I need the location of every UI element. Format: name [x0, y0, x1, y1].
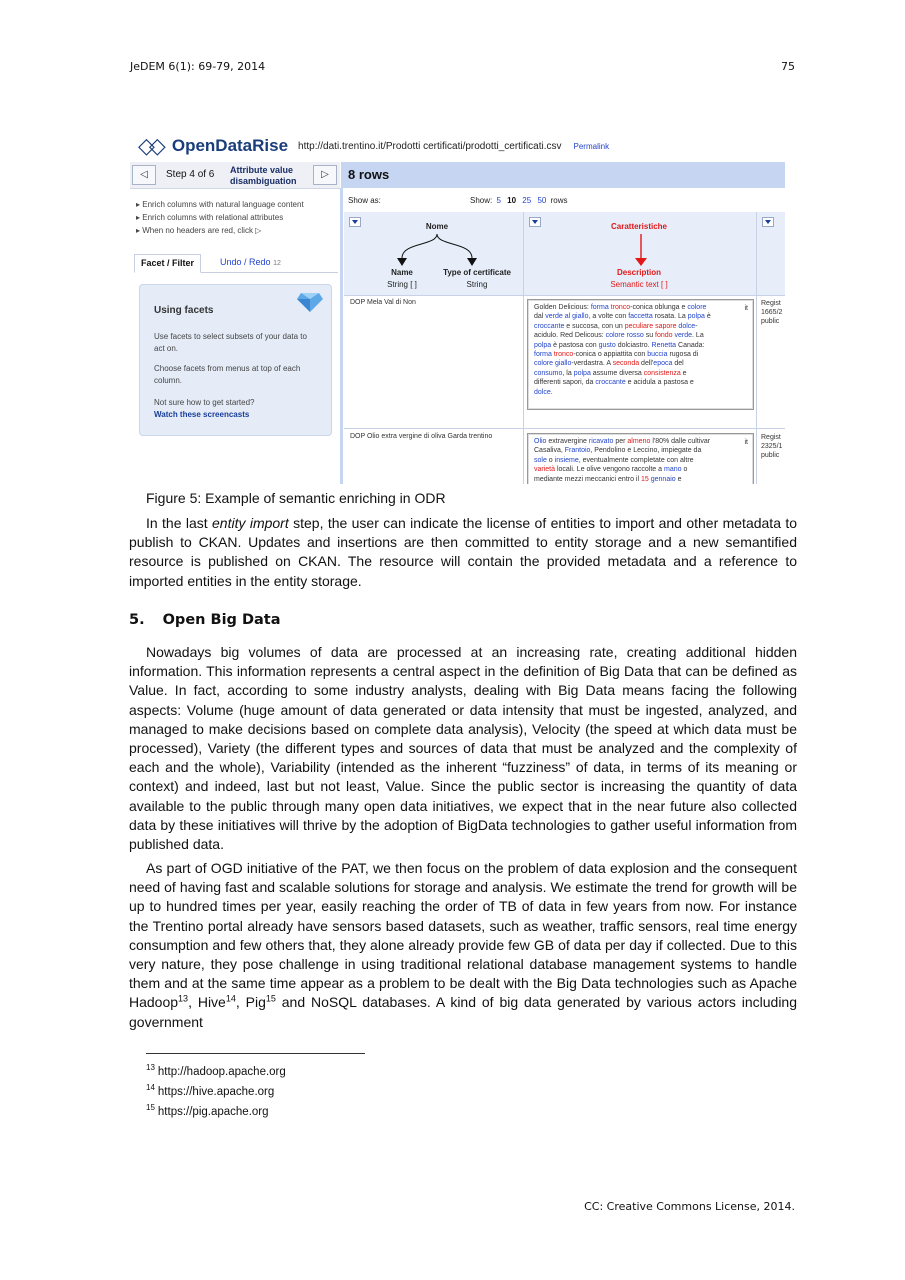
description-fragment: extravergine	[546, 438, 589, 445]
tab-undo-redo[interactable]	[214, 254, 287, 271]
semantic-term[interactable]: polpa	[534, 341, 552, 349]
semantic-term[interactable]: al giallo	[564, 313, 589, 321]
column-separator	[756, 295, 757, 484]
semantic-term[interactable]: gennaio	[650, 475, 676, 483]
semantic-term[interactable]: tronco	[610, 304, 631, 311]
subcolumn-description-type: Semantic text [ ]	[610, 280, 668, 289]
cell-extra	[761, 299, 782, 326]
step-indicator: Step 4 of 6	[166, 169, 215, 180]
prev-step-button[interactable]: ◁	[132, 165, 156, 185]
description-textbox[interactable]	[527, 433, 754, 484]
undo-count: 12	[273, 260, 281, 267]
cell-extra-line: public	[761, 452, 780, 459]
footnote-url[interactable]: http://hadoop.apache.org	[157, 1066, 286, 1078]
description-fragment: dal	[534, 313, 546, 321]
column-header-nome	[344, 212, 524, 295]
semantic-term[interactable]: fondo	[655, 332, 673, 340]
description-fragment: -	[695, 322, 698, 330]
cell-extra-line: Regist	[761, 434, 781, 441]
app-name: OpenDataRise	[171, 136, 289, 155]
facets-help-2: Choose facets from menus at top of each column.	[154, 364, 301, 385]
description-line	[534, 350, 747, 359]
footnote	[146, 1063, 286, 1078]
step-title-line-1: Attribute value	[230, 165, 294, 175]
cell-name: DOP Olio extra vergine di oliva Garda trentino	[350, 433, 493, 440]
description-line	[534, 437, 747, 446]
section-heading	[129, 612, 281, 628]
description-fragment: , Pendolino e Leccino, impiegate da	[590, 447, 702, 455]
footnote-ref[interactable]: 13	[178, 993, 189, 1004]
column-header-caratteristiche	[524, 212, 757, 295]
left-panel-tabs	[134, 254, 338, 273]
description-fragment: -conica o appiattita con	[573, 351, 648, 359]
paragraph-text: As part of OGD initiative of the PAT, we then focus on the problem of data explosion and the consequent need of having fast and scalable solutions for storage and analysis. We estimate the trend for growth will be up to hundred times per year, easily reaching the order of TB of data in few years from now. For instance the Trentino portal already have sensors based datasets, such as weather, traffic sensors, real time energy consumption and few others that, they alone already provide few GB of data per day if collected. Due to this very nature, they pose challenge in using traditional relational database management systems to handle them and at the same time appear as a problem to be dealt with the Big Data technologies such as Apache Hadoop	[129, 860, 797, 1011]
description-fragment: o	[546, 456, 555, 464]
step-title	[230, 165, 297, 187]
subcolumn-name-type: String [ ]	[387, 280, 417, 289]
facets-help-1: Use facets to select subsets of your data to act on.	[154, 332, 307, 353]
description-fragment: .	[550, 388, 553, 396]
section-number: 5.	[129, 612, 145, 628]
show-option-10[interactable]: 10	[507, 196, 517, 205]
description-fragment: e succosa, con un	[564, 322, 625, 330]
semantic-term[interactable]: dolce	[534, 388, 551, 396]
description-fragment: Canada:	[676, 341, 705, 349]
screencasts-link[interactable]: Watch these screencasts	[154, 410, 250, 419]
tab-facet-filter[interactable]: Facet / Filter	[134, 254, 201, 273]
description-fragment: è pastosa con	[551, 341, 599, 349]
semantic-term[interactable]: faccetta	[628, 313, 653, 321]
semantic-term[interactable]: Frantoio	[564, 447, 591, 455]
show-option-50[interactable]: 50	[537, 196, 547, 205]
column-header-next	[757, 212, 785, 295]
show-option-5[interactable]: 5	[496, 196, 501, 205]
footnote-rule	[146, 1053, 365, 1054]
semantic-term[interactable]: sole	[534, 456, 547, 464]
semantic-term[interactable]: dolce	[678, 322, 696, 330]
semantic-term[interactable]: mano	[663, 466, 682, 474]
semantic-term[interactable]: consumo	[534, 369, 563, 377]
description-fragment: su	[643, 332, 656, 340]
footnote-number: 14	[146, 1083, 155, 1093]
description-fragment: , a volte con	[588, 313, 629, 321]
semantic-term[interactable]: croccante	[534, 322, 565, 330]
rows-count: 8 rows	[348, 167, 390, 182]
section-title: Open Big Data	[162, 612, 281, 628]
semantic-term[interactable]: Olio	[534, 438, 547, 445]
description-fragment: . La	[692, 332, 704, 340]
cell-extra-line: 2325/1	[761, 443, 783, 450]
semantic-term[interactable]: tronco	[553, 351, 574, 359]
figure-screenshot	[130, 128, 785, 484]
cell-extra	[761, 433, 782, 460]
enrich-item: ▸ Enrich columns with natural language content	[136, 200, 304, 209]
next-step-button[interactable]: ▷	[313, 165, 337, 185]
column-menu-icon[interactable]	[349, 217, 361, 227]
page-number: 75	[781, 60, 795, 73]
down-arrow-icon	[634, 232, 648, 268]
language-tag: it	[744, 439, 748, 446]
description-fragment: del	[672, 360, 684, 368]
semantic-term[interactable]: varietà	[534, 466, 556, 474]
paragraph: Nowadays big volumes of data are processed at an increasing rate, creating additional hidden information. This information represents a central aspect in the definition of Big Data that can be defined as Value. In fact, according to some industry analysts, dealing with Big Data means facing the following aspects: Volume (huge amount of data generated or data intensity that must be ingested, analyzed, and managed to make decisions based on complete data analysis), Velocity (the speed at which data must be processed), Variety (the different types and sources of data that must be analyzed and the complexity of each and the whole), Variability (intended as the inherent “fuzziness” of data, in terms of its meaning or context) and indeed, last but not least, Value. Since the public sector is increasing the quantity of data available to the public through many open data initiatives, we expect that in the near future also collected data by these initiatives will thrive by the adoption of BigData technologies to gather useful information from published data.	[129, 644, 797, 853]
logo-icon: ◇◇	[138, 133, 160, 159]
paragraph-text: step, the user can indicate the license of entities to import and other metadata to publish to CKAN. Updates and insertions are then committed to entity storage and a new semantified resource is published on CKAN. The resource will contain the provided metadata and a reference to imported entities in the entity storage.	[129, 515, 798, 589]
column-name: Nome	[425, 222, 449, 231]
semantic-term[interactable]: forma	[534, 351, 552, 359]
semantic-term[interactable]: polpa	[573, 369, 591, 377]
description-line	[534, 359, 747, 368]
column-menu-icon[interactable]	[762, 217, 774, 227]
facets-help-3: Not sure how to get started?	[154, 398, 255, 407]
subcolumn-name-label: Name	[391, 268, 413, 277]
description-line	[534, 475, 747, 484]
language-tag: it	[744, 305, 748, 312]
description-fragment: è	[704, 313, 711, 321]
cell-name: DOP Mela Val di Non	[350, 299, 416, 306]
paragraph-text: , Hive	[188, 994, 226, 1011]
footnote-url[interactable]: https://hive.apache.org	[157, 1086, 275, 1098]
semantic-term[interactable]: consistenza	[643, 369, 681, 377]
cell-extra-line: 1665/2	[761, 309, 783, 316]
description-fragment: -conica oblunga e	[630, 304, 688, 311]
description-fragment: rosata. La	[652, 313, 688, 321]
step-bar	[130, 162, 340, 189]
description-text	[534, 303, 747, 397]
enrich-item: ▸ When no headers are red, click ▷	[136, 226, 262, 235]
step-title-line-2: disambiguation	[230, 176, 297, 186]
show-option-25[interactable]: 25	[522, 196, 532, 205]
semantic-term[interactable]: insieme	[554, 456, 579, 464]
description-fragment: Golden Delicious:	[534, 304, 591, 311]
description-line	[534, 341, 747, 350]
page-footer: CC: Creative Commons License, 2014.	[584, 1200, 795, 1213]
description-fragment: acidulo. Red Delicous:	[534, 332, 606, 340]
enrich-item: ▸ Enrich columns with relational attributes	[136, 213, 284, 222]
description-fragment: dell'	[639, 360, 654, 368]
column-separator	[523, 295, 524, 484]
description-line	[534, 369, 747, 378]
paragraph-text: In the last	[146, 515, 213, 531]
semantic-term[interactable]: buccia	[647, 351, 668, 359]
semantic-term[interactable]: forma	[590, 304, 609, 311]
tab-undo-redo-label: Undo / Redo	[220, 257, 271, 267]
paragraph-text: , Pig	[235, 994, 266, 1011]
diamond-icon	[297, 291, 323, 313]
semantic-term[interactable]: verde	[674, 332, 693, 340]
description-fragment: rugosa di	[667, 351, 699, 359]
semantic-term[interactable]: verde	[545, 313, 563, 321]
semantic-term[interactable]: epoca	[653, 360, 673, 368]
description-fragment: locali. Le olive vengono raccolte a	[555, 466, 664, 474]
column-menu-icon[interactable]	[529, 217, 541, 227]
description-line	[534, 312, 747, 321]
footnote-ref[interactable]: 14	[225, 993, 236, 1004]
description-fragment: e	[680, 369, 687, 377]
semantic-term[interactable]: seconda	[612, 360, 640, 368]
description-fragment: Casaliva,	[534, 447, 565, 455]
rows-per-page	[470, 196, 567, 205]
show-as-label: Show as:	[348, 196, 381, 205]
row-separator	[344, 295, 785, 296]
description-text	[534, 437, 747, 484]
semantic-term[interactable]: colore	[687, 304, 707, 311]
footnote	[146, 1103, 269, 1118]
facets-help-box	[139, 284, 332, 436]
semantic-term[interactable]: ricavato	[588, 438, 614, 445]
paragraph-emphasis: entity import	[212, 515, 289, 531]
semantic-term[interactable]: gusto	[598, 341, 616, 349]
description-fragment: dolciastro.	[615, 341, 652, 349]
description-line	[534, 331, 747, 340]
split-arrows-icon	[384, 232, 494, 272]
paragraph	[129, 514, 797, 591]
app-header	[138, 134, 609, 158]
footnote	[146, 1083, 275, 1098]
description-fragment: e acidula a pastosa e	[625, 379, 694, 387]
semantic-term[interactable]: colore	[534, 360, 554, 368]
paragraph-text: and NoSQL databases. A kind of big data generated by various actors including government	[129, 994, 798, 1030]
footnote-ref[interactable]: 15	[265, 993, 276, 1004]
row-separator	[344, 428, 785, 429]
running-header: JeDEM 6(1): 69-79, 2014	[130, 60, 266, 73]
description-fragment: , eventualmente completate con altre	[578, 456, 694, 464]
cell-extra-line: public	[761, 318, 780, 325]
description-fragment: per	[613, 438, 628, 445]
subcolumn-description-label: Description	[616, 268, 661, 277]
footnote-number: 13	[146, 1063, 155, 1073]
show-rows-label: rows	[550, 196, 568, 205]
description-fragment: l'80% dalle cultivar	[650, 438, 711, 445]
semantic-term[interactable]: sapore	[655, 322, 677, 330]
description-line	[534, 456, 747, 465]
panel-divider	[340, 188, 343, 484]
footnote-number: 15	[146, 1103, 155, 1113]
description-fragment: , la	[562, 369, 574, 377]
figure-caption: Figure 5: Example of semantic enriching in ODR	[146, 490, 446, 506]
paragraph	[129, 859, 797, 1032]
semantic-term[interactable]: croccante	[595, 379, 626, 387]
semantic-term[interactable]: colore	[605, 332, 625, 340]
description-fragment: o	[681, 466, 688, 474]
description-fragment: assume diversa	[590, 369, 644, 377]
footnote-url[interactable]: https://pig.apache.org	[157, 1106, 269, 1118]
facets-title: Using facets	[154, 305, 214, 316]
description-line	[534, 446, 747, 455]
description-fragment: e	[675, 475, 682, 483]
subcolumn-certificate-label: Type of certificate	[443, 268, 511, 277]
cell-extra-line: Regist	[761, 300, 781, 307]
rows-bar	[341, 162, 785, 188]
semantic-term[interactable]: rosso	[626, 332, 644, 340]
permalink-link[interactable]: Permalink	[573, 141, 610, 151]
description-fragment: differenti sapori, da	[534, 379, 596, 387]
semantic-term[interactable]: giallo	[555, 360, 572, 368]
semantic-term[interactable]: 15	[641, 475, 649, 483]
description-line	[534, 378, 747, 387]
column-name: Caratteristiche	[610, 222, 668, 231]
description-fragment: -verdastra. A	[571, 360, 613, 368]
description-line	[534, 388, 747, 397]
description-line	[534, 465, 747, 474]
description-textbox[interactable]	[527, 299, 754, 410]
enrich-instructions	[136, 198, 304, 237]
description-line	[534, 322, 747, 331]
semantic-term[interactable]: almeno	[627, 438, 651, 445]
semantic-term[interactable]: Renetta	[651, 341, 677, 349]
show-label: Show:	[470, 196, 493, 205]
semantic-term[interactable]: peculiare	[624, 322, 654, 330]
description-line	[534, 303, 747, 312]
subcolumn-certificate-type: String	[466, 280, 488, 289]
description-fragment: mediante mezzi meccanici entro il	[534, 475, 641, 483]
semantic-term[interactable]: polpa	[687, 313, 705, 321]
dataset-url: http://dati.trentino.it/Prodotti certificati/prodotti_certificati.csv	[298, 140, 562, 152]
